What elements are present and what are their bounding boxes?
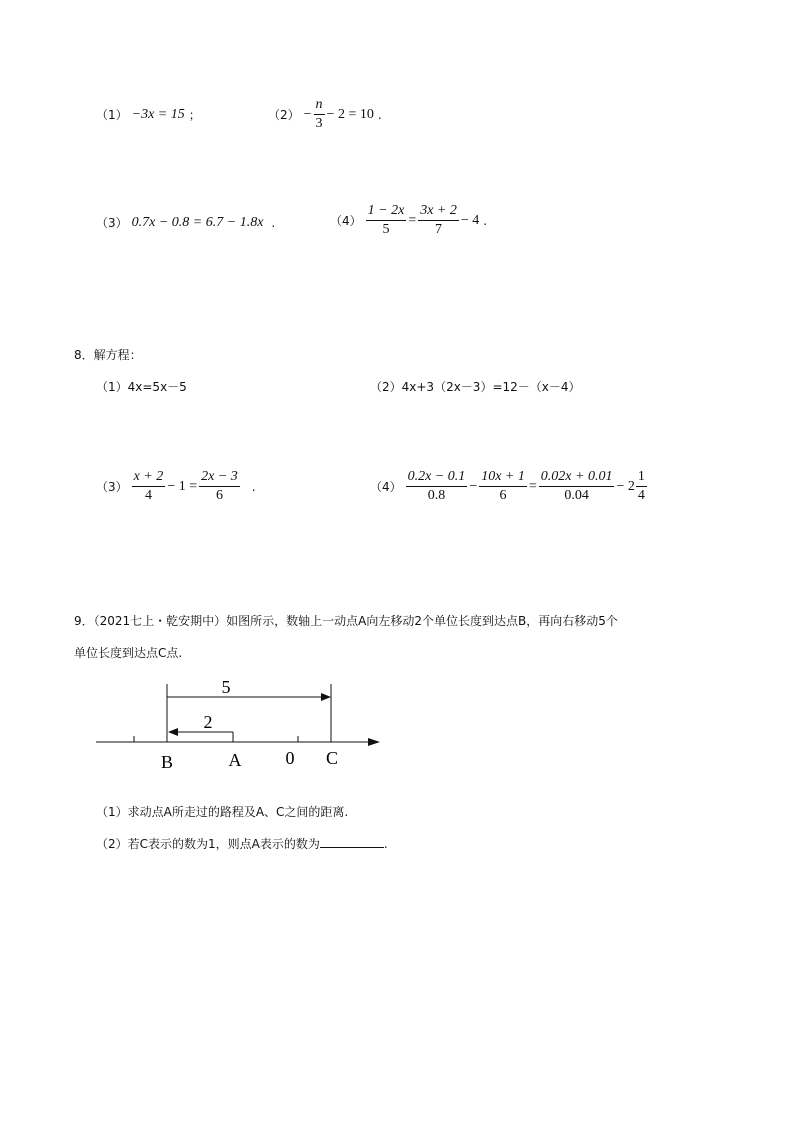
q7-part2-fraction: [314, 96, 325, 133]
q8-part1-equation: 4x=5x－5: [127, 380, 187, 394]
q8-part4-post: − 2: [616, 478, 635, 494]
q8-part4-fraction-2-denominator: 6: [499, 488, 507, 503]
axis-arrowhead: [368, 738, 380, 746]
q8-part4-mixed-fraction: [636, 468, 647, 505]
q8-part4-fraction-3-denominator: 0.04: [564, 488, 589, 503]
q7-part3-tail: .: [271, 215, 276, 230]
number-line-figure: [90, 676, 390, 776]
q7-part4-right-denominator: 7: [435, 222, 443, 237]
q8-part4-fraction-1: [406, 468, 468, 505]
q9-sub1: （1）求动点A所走过的路程及A、C之间的距离.: [96, 805, 349, 819]
q8-part4-mixed-denominator: 4: [637, 488, 645, 503]
q7-part4: [330, 202, 487, 239]
q8-part3-left-numerator: x + 2: [132, 468, 166, 487]
q8-part4-fraction-3: [539, 468, 615, 505]
q7-part2-post: − 2 = 10: [326, 106, 374, 122]
q8-part2-equation: 4x+3（2x－3）=12－（x－4）: [401, 380, 581, 394]
q7-part3-label: （3）: [96, 216, 128, 230]
arrow-2-head: [168, 728, 178, 736]
point-A-label: A: [228, 750, 242, 770]
q9-stem-line2: 单位长度到达点C点.: [74, 646, 183, 660]
arrow-2-label: 2: [203, 712, 213, 732]
q7-part1-equation: −3x = 15: [131, 106, 185, 122]
q7-part2: [268, 96, 382, 133]
q7-part2-tail: .: [377, 107, 382, 122]
q7-part3-equation: 0.7x − 0.8 = 6.7 − 1.8x: [131, 214, 264, 230]
q7-part4-post: − 4: [460, 212, 480, 228]
q7-part4-left-denominator: 5: [382, 222, 390, 237]
q8-part4-mixed-numerator: 1: [636, 468, 647, 487]
q9-sub2-tail: .: [383, 837, 388, 851]
q8-part2: [370, 378, 581, 395]
q7-part4-right-numerator: 3x + 2: [418, 202, 459, 221]
arrow-5-head: [321, 693, 331, 701]
q7-part4-left-numerator: 1 − 2x: [366, 202, 407, 221]
q7-part3: [96, 214, 275, 231]
q8-part4-fraction-3-numerator: 0.02x + 0.01: [539, 468, 615, 487]
q8-part3-right-numerator: 2x − 3: [199, 468, 240, 487]
q8-part3: [96, 468, 256, 505]
q8-part3-right-fraction: [199, 468, 240, 505]
q8-part4-minus: −: [469, 478, 478, 494]
q8-part3-tail: .: [251, 479, 256, 494]
q8-part3-label: （3）: [96, 480, 128, 494]
q8-part4-fraction-2-numerator: 10x + 1: [479, 468, 527, 487]
q7-part4-label: （4）: [330, 214, 362, 228]
q8-part4-fraction-1-denominator: 0.8: [427, 488, 446, 503]
arrow-5-label: 5: [221, 677, 231, 697]
q8-part3-mid: − 1 =: [167, 478, 198, 494]
q9-sub2-text: （2）若C表示的数为1，则点A表示的数为: [96, 837, 320, 851]
q7-part2-pre: −: [303, 106, 312, 122]
q7-part2-numerator: n: [314, 96, 325, 115]
point-B-label: B: [160, 752, 174, 772]
q8-part3-left-denominator: 4: [144, 488, 152, 503]
q7-part1-tail: ；: [188, 108, 201, 122]
q7-part4-right-fraction: [418, 202, 459, 239]
q8-part3-left-fraction: [132, 468, 166, 505]
q8-part2-label: （2）: [370, 380, 402, 394]
q9-stem-line1: 9．（2021七上・乾安期中）如图所示，数轴上一动点A向左移动2个单位长度到达点B，再向右移动5个: [74, 614, 618, 628]
q8-part1: [96, 378, 187, 395]
q9-sub2: [96, 835, 388, 852]
q8-part4-equals: =: [528, 478, 537, 494]
q7-part4-equals: =: [408, 212, 417, 228]
answer-blank[interactable]: [320, 835, 384, 848]
q8-part1-label: （1）: [96, 380, 128, 394]
q7-part2-denominator: 3: [315, 116, 323, 131]
q8-part3-right-denominator: 6: [215, 488, 223, 503]
q8-part4-fraction-2: [479, 468, 527, 505]
q7-part1-label: （1）: [96, 108, 128, 122]
q8-part4-label: （4）: [370, 480, 402, 494]
q7-part2-label: （2）: [268, 108, 300, 122]
q7-part1: [96, 106, 201, 123]
q8-part4-fraction-1-numerator: 0.2x − 0.1: [406, 468, 468, 487]
q8-part4: [370, 468, 649, 505]
q8-title: 8．解方程：: [74, 348, 142, 362]
point-0-label: 0: [285, 748, 295, 768]
q7-part4-tail: .: [483, 213, 488, 228]
q7-part4-left-fraction: [366, 202, 407, 239]
point-C-label: C: [325, 748, 339, 768]
